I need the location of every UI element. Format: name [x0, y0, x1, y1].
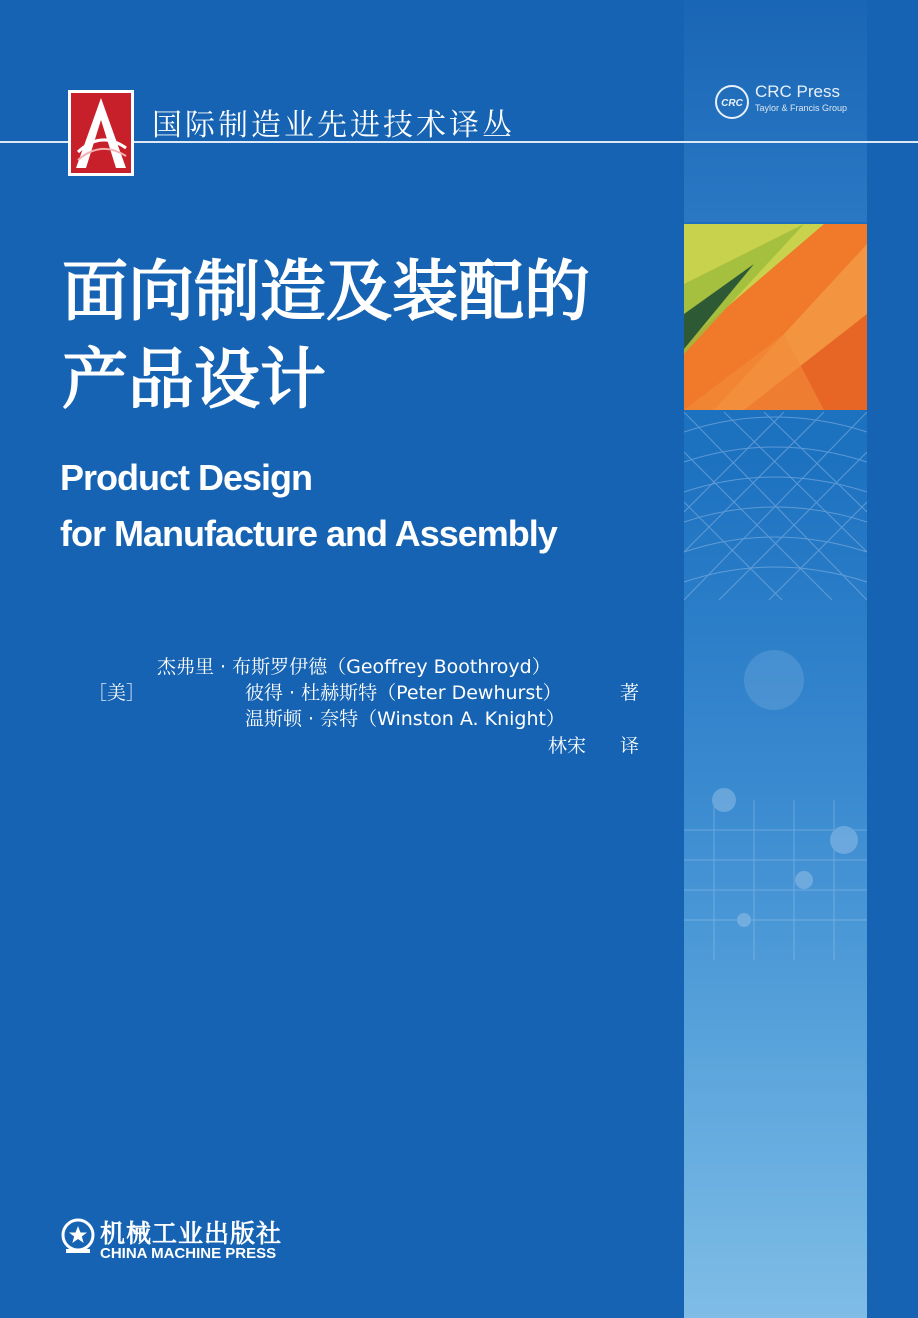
translator-role: 译 — [620, 735, 640, 757]
crc-press-logo-icon — [714, 84, 750, 120]
sphere-pattern-art — [684, 600, 867, 980]
author-3: 温斯顿 · 奈特（Winston A. Knight） — [245, 708, 565, 730]
author-2: 彼得 · 杜赫斯特（Peter Dewhurst） — [245, 682, 562, 704]
translator-name: 林宋 — [548, 735, 587, 757]
chinese-title-line2: 产品设计 — [62, 341, 326, 418]
series-title: 国际制造业先进技术译丛 — [152, 108, 515, 143]
chinese-title-line1: 面向制造及装配的 — [62, 253, 590, 330]
author-role: 著 — [620, 682, 640, 704]
chinese-title — [62, 248, 590, 424]
english-title-line1: Product Design — [60, 457, 313, 498]
crc-press-name: CRC Press — [755, 82, 841, 101]
dome-grid-art — [684, 412, 867, 600]
publisher-name-zh: 机械工业出版社 — [100, 1219, 283, 1248]
abstract-triangles-art — [684, 224, 867, 410]
publisher-name-en: CHINA MACHINE PRESS — [100, 1245, 277, 1262]
series-a-logo-icon — [68, 90, 134, 176]
english-title-line2: for Manufacture and Assembly — [60, 513, 557, 554]
machine-press-emblem-icon — [60, 1217, 96, 1257]
author-nationality: ［美］ — [88, 682, 146, 704]
author-1: 杰弗里 · 布斯罗伊德（Geoffrey Boothroyd） — [157, 656, 551, 678]
right-edge-band — [867, 0, 918, 1318]
english-title — [60, 450, 557, 562]
crc-logo-text: CRC — [721, 98, 743, 109]
decorative-strip — [684, 0, 867, 1318]
crc-press-group: Taylor & Francis Group — [755, 103, 848, 113]
